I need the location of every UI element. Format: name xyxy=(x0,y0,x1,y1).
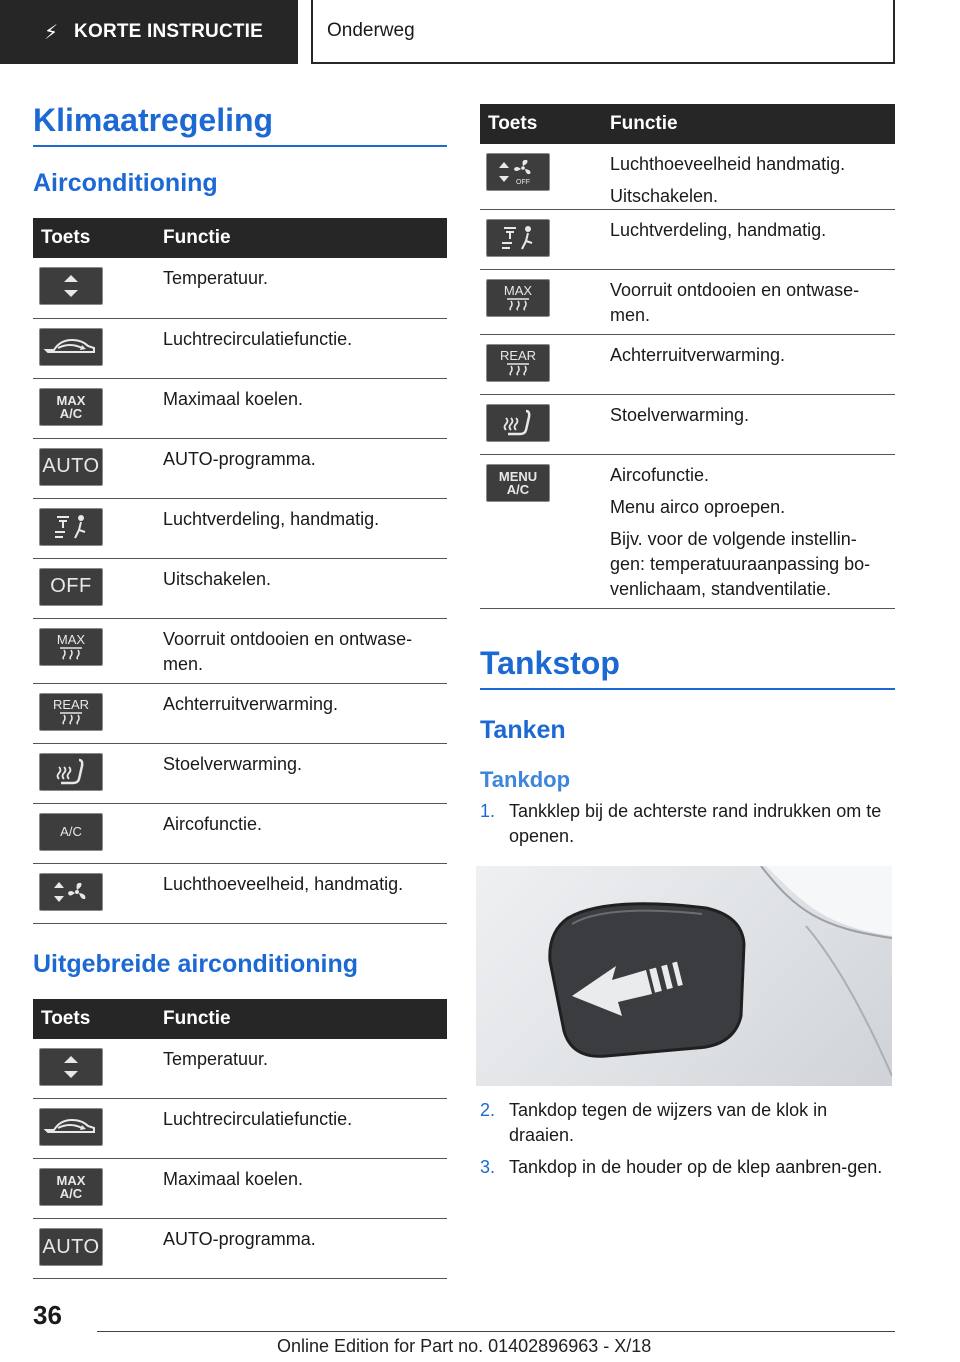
key-label: AUTO xyxy=(42,1235,100,1258)
key-cell xyxy=(33,803,161,863)
function-cell xyxy=(161,803,447,863)
key-cell xyxy=(33,683,161,743)
key-label: MENU xyxy=(498,469,538,484)
max-defrost-icon xyxy=(486,279,550,317)
function-text: Uitschakelen. xyxy=(163,568,272,589)
key-label: MAX xyxy=(56,1173,86,1188)
step-number: 1. xyxy=(480,801,496,821)
col-function-header: Functie xyxy=(608,104,895,144)
function-cell xyxy=(161,1039,447,1099)
temperature-arrows-icon xyxy=(39,1048,103,1086)
col-key-header: Toets xyxy=(33,999,161,1039)
key-label: AUTO xyxy=(42,455,100,477)
ac-key-table xyxy=(33,218,447,924)
section-title: Klimaatregeling xyxy=(33,102,447,147)
refuel-steps-a xyxy=(480,799,895,849)
function-cell xyxy=(161,1219,447,1279)
quick-reference-icon: ⚡︎ xyxy=(44,21,59,44)
right-column xyxy=(480,0,895,1180)
function-text: Stoelverwarming. xyxy=(163,753,303,774)
table-row xyxy=(33,558,447,618)
rear-defrost-icon xyxy=(39,693,103,731)
function-text: Luchthoeveelheid, handmatig. xyxy=(163,873,404,894)
off-icon xyxy=(39,568,103,606)
step-text: Tankdop tegen de wijzers van de klok in draaien. xyxy=(509,1100,828,1145)
key-cell xyxy=(33,1159,161,1219)
function-text: Luchtverdeling, handmatig. xyxy=(610,220,827,240)
function-text: Bijv. voor de volgende instellin-gen: temperatuuraanpassing bo-venlichaam, standventilatie. xyxy=(610,529,871,599)
function-cell xyxy=(161,683,447,743)
function-text: AUTO-programma. xyxy=(163,1229,316,1249)
air-distribution-icon xyxy=(486,219,550,257)
col-function-header: Functie xyxy=(161,999,447,1039)
key-cell xyxy=(480,335,608,395)
key-cell xyxy=(33,1099,161,1159)
max-defrost-icon xyxy=(39,628,103,666)
key-label: A/C xyxy=(60,824,82,839)
function-text: Stoelverwarming. xyxy=(610,405,750,425)
table-row xyxy=(480,270,895,335)
key-cell xyxy=(480,210,608,270)
function-cell xyxy=(608,335,895,395)
step-number: 2. xyxy=(480,1100,496,1120)
function-cell xyxy=(161,558,447,618)
function-cell xyxy=(608,144,895,210)
refuel-heading: Tanken xyxy=(480,716,566,744)
table-row xyxy=(33,803,447,863)
rear-defrost-icon xyxy=(486,344,550,382)
function-cell xyxy=(161,743,447,803)
air-recirculation-icon xyxy=(39,1108,103,1146)
function-text: Temperatuur. xyxy=(163,1048,269,1069)
function-cell xyxy=(161,1159,447,1219)
table-row xyxy=(33,1039,447,1099)
function-cell xyxy=(161,318,447,378)
air-distribution-icon xyxy=(39,508,103,546)
step-text: Tankklep bij de achterste rand indrukken om te openen. xyxy=(509,801,882,846)
tankstop-title: Tankstop xyxy=(480,645,895,690)
max-ac-icon xyxy=(39,388,103,426)
table-row xyxy=(33,863,447,923)
key-cell xyxy=(33,258,161,318)
function-cell xyxy=(161,438,447,498)
function-text: Aircofunctie. xyxy=(163,813,263,834)
function-text: Luchtrecirculatiefunctie. xyxy=(163,328,353,349)
key-cell xyxy=(33,618,161,683)
seat-heating-icon xyxy=(486,404,550,442)
temperature-arrows-icon xyxy=(39,267,103,305)
function-cell xyxy=(608,210,895,270)
table-header-row xyxy=(33,999,447,1039)
table-row xyxy=(33,683,447,743)
key-cell xyxy=(480,144,608,210)
function-cell xyxy=(161,378,447,438)
list-item xyxy=(480,1098,895,1148)
function-cell xyxy=(608,455,895,609)
fuel-flap-photo xyxy=(476,866,892,1086)
function-cell xyxy=(161,618,447,683)
fuel-cap-heading: Tankdop xyxy=(480,767,571,792)
key-cell xyxy=(480,395,608,455)
function-text: Aircofunctie. xyxy=(610,465,710,485)
table-row xyxy=(33,618,447,683)
svg-text:OFF: OFF xyxy=(516,179,530,186)
defrost-waves-icon xyxy=(503,297,533,311)
defrost-waves-icon xyxy=(503,362,533,376)
function-text: Maximaal koelen. xyxy=(163,388,304,409)
table-row xyxy=(480,455,895,609)
key-cell xyxy=(480,270,608,335)
page-number: 36 xyxy=(33,1300,62,1330)
key-label: OFF xyxy=(50,575,92,597)
function-cell xyxy=(608,270,895,335)
chapter-title: Onderweg xyxy=(311,0,895,64)
table-row xyxy=(480,144,895,210)
key-cell xyxy=(33,378,161,438)
key-label: A/C xyxy=(59,405,83,421)
function-cell xyxy=(608,395,895,455)
table-row xyxy=(33,1219,447,1279)
refuel-steps-b xyxy=(480,1098,895,1180)
function-text: Uitschakelen. xyxy=(610,186,719,206)
air-recirculation-icon xyxy=(39,328,103,366)
table-header-row xyxy=(33,218,447,258)
auto-icon xyxy=(39,448,103,486)
ac-heading: Airconditioning xyxy=(33,169,218,197)
function-text: Voorruit ontdooien en ontwase-men. xyxy=(163,628,413,674)
table-row xyxy=(33,498,447,558)
list-item xyxy=(480,799,895,849)
list-item xyxy=(480,1155,895,1180)
auto-icon xyxy=(39,1228,103,1266)
fuel-flap-illustration xyxy=(476,866,892,1086)
seat-heating-icon xyxy=(39,753,103,791)
col-key-header: Toets xyxy=(33,218,161,258)
key-label: REAR xyxy=(52,696,90,712)
table-row xyxy=(33,258,447,318)
key-cell xyxy=(33,743,161,803)
step-number: 3. xyxy=(480,1157,496,1177)
table-row xyxy=(33,1099,447,1159)
air-volume-off-icon xyxy=(486,153,550,191)
function-cell xyxy=(161,498,447,558)
function-text: Menu airco oproepen. xyxy=(610,497,786,517)
function-text: Temperatuur. xyxy=(163,268,269,288)
menu-ac-icon xyxy=(486,464,550,502)
key-cell xyxy=(33,1219,161,1279)
key-label: A/C xyxy=(59,1186,83,1201)
table-row xyxy=(33,438,447,498)
function-cell xyxy=(161,1099,447,1159)
extended-ac-key-table xyxy=(33,999,447,1280)
function-text: Achterruitverwarming. xyxy=(163,693,339,714)
max-ac-icon xyxy=(39,1168,103,1206)
function-text: Luchthoeveelheid handmatig. xyxy=(610,154,846,174)
table-row xyxy=(33,318,447,378)
section-tab-label: KORTE INSTRUCTIE xyxy=(74,21,264,42)
defrost-waves-icon xyxy=(56,646,86,660)
function-text: Luchtrecirculatiefunctie. xyxy=(163,1109,353,1129)
page-footer xyxy=(33,1300,895,1356)
key-cell xyxy=(33,1039,161,1099)
ac-key-table-continued xyxy=(480,104,895,609)
key-label: A/C xyxy=(506,482,530,497)
ac-icon xyxy=(39,813,103,851)
function-text: Voorruit ontdooien en ontwase-men. xyxy=(610,280,860,325)
extended-ac-heading: Uitgebreide airconditioning xyxy=(33,949,359,978)
key-cell xyxy=(33,558,161,618)
air-volume-icon xyxy=(39,873,103,911)
table-row xyxy=(33,378,447,438)
table-row xyxy=(33,743,447,803)
key-cell xyxy=(480,455,608,609)
key-label: MAX xyxy=(503,283,533,298)
function-cell xyxy=(161,863,447,923)
key-cell xyxy=(33,863,161,923)
col-function-header: Functie xyxy=(161,218,447,258)
key-label: MAX xyxy=(56,631,86,647)
table-row xyxy=(480,395,895,455)
defrost-waves-icon xyxy=(56,711,86,725)
col-key-header: Toets xyxy=(480,104,608,144)
function-cell xyxy=(161,258,447,318)
table-header-row xyxy=(480,104,895,144)
key-cell xyxy=(33,318,161,378)
left-column xyxy=(33,0,447,1279)
function-text: Achterruitverwarming. xyxy=(610,345,786,365)
table-row xyxy=(33,1159,447,1219)
key-cell xyxy=(33,498,161,558)
key-label: REAR xyxy=(499,348,537,363)
step-text: Tankdop in de houder op de klep aanbren-gen. xyxy=(509,1157,883,1177)
footer-divider xyxy=(97,1331,895,1332)
table-row xyxy=(480,210,895,270)
function-text: AUTO-programma. xyxy=(163,448,316,469)
function-text: Luchtverdeling, handmatig. xyxy=(163,508,380,529)
table-row xyxy=(480,335,895,395)
key-label: MAX xyxy=(56,392,86,408)
key-cell xyxy=(33,438,161,498)
edition-note: Online Edition for Part no. 01402896963 - X/18 xyxy=(277,1336,652,1356)
function-text: Maximaal koelen. xyxy=(163,1169,304,1189)
